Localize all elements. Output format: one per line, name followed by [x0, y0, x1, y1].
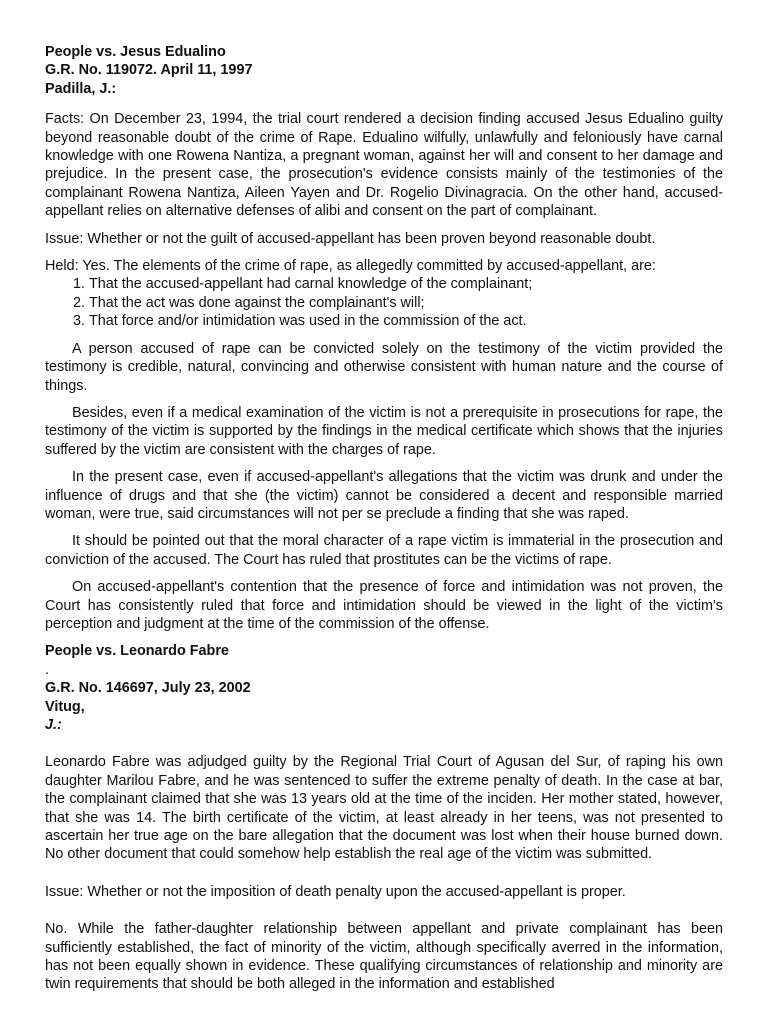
case1-issue: Issue: Whether or not the guilt of accused-appellant has been proven beyond reasonable doubt.: [45, 230, 656, 247]
list-item: 1. That the accused-appellant had carnal knowledge of the complainant;: [89, 275, 723, 293]
case1-elements-list: [45, 275, 723, 330]
list-item: 3. That force and/or intimidation was used in the commission of the act.: [89, 312, 723, 330]
case2-facts: Leonardo Fabre was adjudged guilty by the Regional Trial Court of Agusan del Sur, of raping his own daughter Marilou Fabre, and he was sentenced to suffer the extreme penalty of death. In the case at bar, the complainant claimed that she was 13 years old at the time of the inciden. Her mother stated, however, that she was 14. The birth certificate of the victim, at least already in her teens, was not presented to ascertain her true age on the bare allegation that the document was lost when their house burned down. No other document that could somehow help establish the real age of the victim was submitted.: [45, 754, 723, 863]
list-item: 2. That the act was done against the complainant's will;: [89, 294, 723, 312]
case2-title: People vs. Leonardo Fabre: [45, 643, 229, 660]
case1-facts: Facts: On December 23, 1994, the trial court rendered a decision finding accused Jesus Edualino guilty beyond reasonable doubt of the crime of Rape. Edualino wilfully, unlawfully and feloniously have carnal knowledge with one Rowena Nantiza, a pregnant woman, against her will and consent to her damage and prejudice. In the present case, the prosecution's evidence consists mainly of the testimonies of the complainant Rowena Nantiza, Aileen Yayen and Dr. Rogelio Divinagracia. On the other hand, accused-appellant relies on alternative defenses of alibi and consent on the part of complainant.: [45, 111, 723, 220]
case2-held: No. While the father-daughter relationship between appellant and private complainant has been sufficiently established, the fact of minority of the victim, although specifically averred in the information, has not been equally shown in evidence. These qualifying circumstances of relationship and minority are twin requirements that should be both alleged in the information and established: [45, 921, 723, 993]
case2-ponente-line: [45, 698, 723, 735]
case1-header: [45, 43, 723, 98]
case2-issue: Issue: Whether or not the imposition of death penalty upon the accused-appellant is proper.: [45, 883, 626, 900]
case2-title-line: [45, 642, 723, 679]
case1-gr-number: G.R. No. 119072. April 11, 1997: [45, 62, 253, 79]
case2-ponente-name: Vitug,: [45, 698, 85, 715]
case2-ponente-suffix: J.:: [45, 717, 62, 733]
case2-header: [45, 642, 723, 734]
case1-ponente: Padilla, J.:: [45, 80, 117, 97]
case1-title: People vs. Jesus Edualino: [45, 44, 226, 60]
case1-paragraph: On accused-appellant's contention that the presence of force and intimidation was not proven, the Court has consistently ruled that force and intimidation should be viewed in the light of the victim's perception and judgment at the time of the commission of the offense.: [45, 579, 723, 632]
case1-held-intro: Held: Yes. The elements of the crime of rape, as allegedly committed by accused-appellant, are:: [45, 258, 656, 275]
case1-paragraph: It should be pointed out that the moral character of a rape victim is immaterial in the prosecution and conviction of the accused. The Court has ruled that prostitutes can be the victims of rape.: [45, 533, 723, 568]
case2-gr-number: G.R. No. 146697, July 23, 2002: [45, 680, 251, 697]
case1-paragraph: In the present case, even if accused-appellant's allegations that the victim was drunk and under the influence of drugs and that she (the victim) cannot be considered a decent and responsible married woman, were true, said circumstances will not per se preclude a finding that she was raped.: [45, 469, 723, 522]
case1-paragraph: Besides, even if a medical examination of the victim is not a prerequisite in prosecutions for rape, the testimony of the victim is supported by the findings in the medical certificate which shows that the injuries suffered by the victim are consistent with the charges of rape.: [45, 404, 723, 458]
case1-paragraph: A person accused of rape can be convicted solely on the testimony of the victim provided the testimony is credible, natural, convincing and otherwise consistent with human nature and the course of things.: [45, 340, 723, 394]
case2-title-suffix: .: [45, 661, 49, 678]
